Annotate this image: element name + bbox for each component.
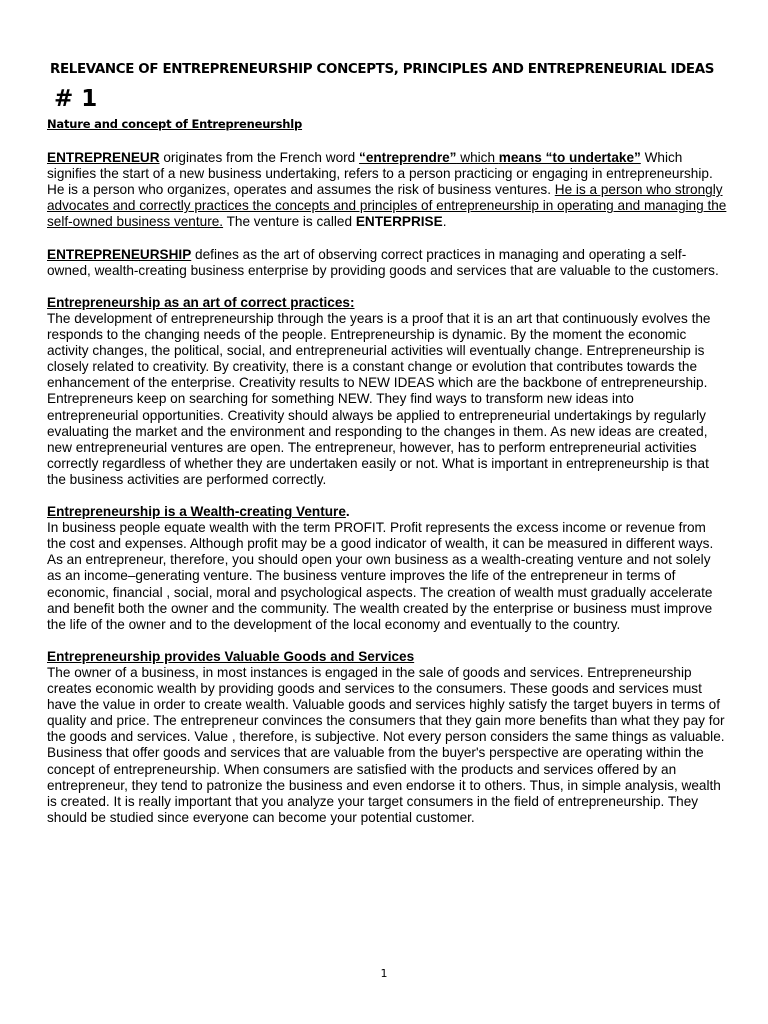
entrepreneur-term: ENTREPRENEUR [47,150,160,165]
document-number: # 1 [54,86,98,112]
entrepreneur-text-1: originates from the French word [159,150,360,165]
section-body: The development of entrepreneurship through the years is a proof that it is an art that continuously evolves the responds to the changing needs of the people. Entrepreneurship is dynamic. By the moment the economic activity changes, the political, social, and entrepreneurial activities will eventually change. Entrepreneurship is closely related to creativity. By creativity, there is a constant change or evolution that contributes towards the enhancement of the enterprise. Creativity results to NEW IDEAS which are the backbone of entrepreneurship. Entrepreneurs keep on searching for something NEW. They find ways to transform new ideas into entrepreneurial opportunities. Creativity should always be applied to entrepreneurial undertakings by regularly evaluating the market and the environment and responding to the changes in them. As new ideas are created, new entrepreneurial ventures are open. The entrepreneur, however, has to perform entrepreneurial activities correctly regardless of whether they are undertaken easily or not. What is important in entrepreneurship is that the business activities are performed correctly. [47,310,711,487]
entrepreneurship-paragraph [47,247,727,279]
section-heading: Entrepreneurship provides Valuable Goods and Services [47,648,415,664]
entrepreneur-underlined-definition: He is a person who strongly advocates and correctly practices the concepts and principles of entrepreneurship in operating and managing the self-owned business venture. [47,182,727,230]
page-number: 1 [380,967,388,980]
entrepreneur-text-4: . [442,214,447,230]
section-body: In business people equate wealth with the term PROFIT. Profit represents the excess income or revenue from the cost and expenses. Although profit may be a good indicator of wealth, it can be measured in different ways. As an entrepreneur, therefore, you should open your own business as a wealth-creating venture and not solely as an income–generating venture. The business venture improves the life of the entrepreneur in terms of economic, financial , social, moral and psychological aspects. The creation of wealth must gradually accelerate and benefit both the owner and the community. The wealth created by the enterprise or business must improve the life of the owner and to the development of the local economy and eventually to the country. [47,520,714,632]
section-valuable-goods-services [47,649,727,826]
section-wealth-creating-venture [47,504,727,633]
section-heading: Entrepreneurship is a Wealth-creating Venture [47,504,346,520]
entrepreneurship-definition: defines as the art of observing correct practices in managing and operating a self-owned, wealth-creating business enterprise by providing goods and services that are valuable to the customers. [47,246,719,278]
section-heading-suffix: : [349,294,355,310]
document-title: RELEVANCE OF ENTREPRENEURSHIP CONCEPTS, PRINCIPLES AND ENTREPRENEURIAL IDEAS [50,62,715,77]
enterprise-term: ENTERPRISE [355,214,443,230]
which-word: which [456,150,499,165]
french-word: “entreprendre” [359,150,457,165]
section-body: The owner of a business, in most instances is engaged in the sale of goods and services. Entrepreneurship creates economic wealth by providing goods and services to the consumers. These goods and services must have the value in order to create wealth. Valuable goods and services highly satisfy the target buyers in terms of quality and price. The entrepreneur convinces the consumers that they gain more benefits than what they pay for the goods and services. Value , therefore, is subjective. Not every person considers the same things as valuable. Business that offer goods and services that are valuable from the buyer's perspective are operating within the concept of entrepreneurship. When consumers are satisfied with the products and services offered by an entrepreneur, they tend to patronize the business and even endorse it to others. Thus, in simple analysis, wealth is created. It is really important that you analyze your target consumers in the field of entrepreneurship. They should be studied since everyone can become your potential customer. [47,665,725,825]
entrepreneur-text-2: Which signifies the start of a new business undertaking, refers to a person practicing or engaging in entrepreneurship. He is a person who organizes, operates and assumes the risk of business ventures. [47,150,713,198]
document-body [47,150,727,842]
document-subtitle: Nature and concept of Entrepreneurshlp [47,117,303,131]
entrepreneur-text-3: The venture is called [223,214,356,230]
section-heading-suffix: . [345,504,350,520]
entrepreneurship-term: ENTREPRENEURSHIP [47,246,192,262]
means-phrase: means “to undertake” [498,150,641,165]
section-art-of-correct-practices [47,295,727,488]
entrepreneur-paragraph [47,150,727,230]
section-heading: Entrepreneurship as an art of correct practices [47,294,350,310]
